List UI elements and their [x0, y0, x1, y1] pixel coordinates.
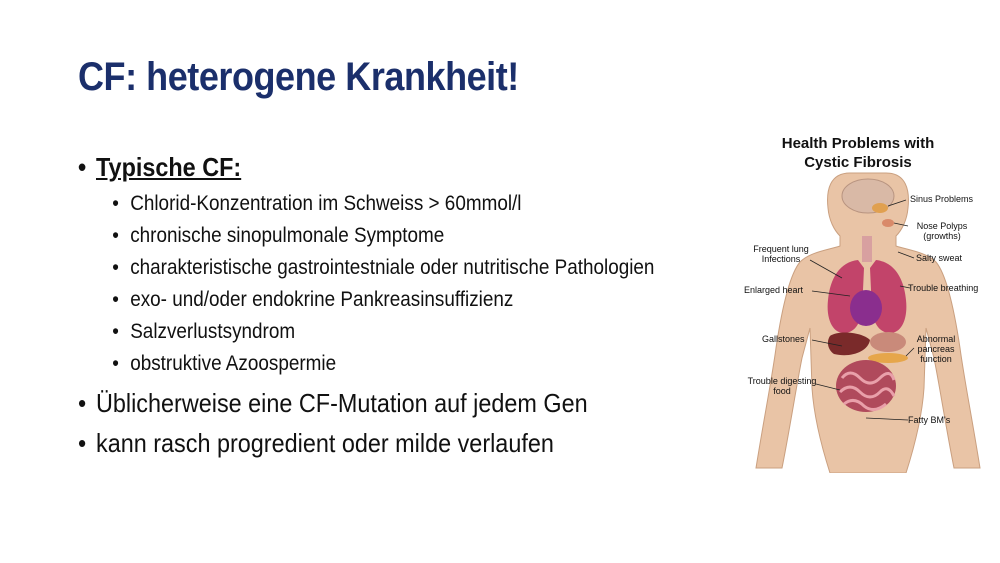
slide-title: CF: heterogene Krankheit! [78, 55, 519, 99]
sub-bullet-sinopulmonary: • chronische sinopulmonale Symptome [78, 220, 672, 252]
label-pancreas-line-1: Abnormal [916, 334, 956, 344]
label-pancreas-line-3: function [920, 354, 952, 364]
label-enlarged-heart: Enlarged heart [744, 285, 804, 295]
label-infections-line-2: Infections [761, 254, 801, 264]
label-fatty-bm: Fatty BM's [908, 415, 951, 425]
label-digest-line-1: Trouble digesting [747, 376, 817, 386]
label-salty-sweat: Salty sweat [916, 253, 963, 263]
bullet-typical-heading: • Typische CF: [78, 150, 672, 184]
nose [882, 219, 894, 227]
bullet-mutation: • Üblicherweise eine CF-Mutation auf jedem Gen [78, 386, 672, 420]
stomach [870, 332, 906, 352]
figure-title-line-1: Health Problems with [781, 135, 935, 152]
label-digest-line-2: food [773, 386, 791, 396]
label-trouble-digesting [744, 376, 820, 396]
label-pancreas [910, 334, 962, 364]
label-sinus: Sinus Problems [910, 194, 974, 204]
intestines [836, 360, 896, 412]
typical-sublist [78, 188, 672, 380]
sub-bullet-salt-loss: • Salzverlustsyndrom [78, 316, 672, 348]
label-nose-polyps [910, 221, 974, 241]
bullet-list [78, 150, 672, 460]
heart [850, 290, 882, 326]
cf-anatomy-figure [738, 128, 988, 473]
label-nose-line-2: (growths) [923, 231, 961, 241]
bullet-progression: • kann rasch progredient oder milde verlaufen [78, 426, 672, 460]
label-nose-line-1: Nose Polyps [916, 221, 968, 231]
figure-title-line-2: Cystic Fibrosis [804, 154, 912, 171]
label-lung-infections [746, 244, 816, 264]
label-pancreas-line-2: pancreas [917, 344, 955, 354]
sub-bullet-chloride: • Chlorid-Konzentration im Schweiss > 60mmol/l [78, 188, 672, 220]
label-gallstones: Gallstones [762, 334, 805, 344]
sub-bullet-pancreas: • exo- und/oder endokrine Pankreasinsuffizienz [78, 284, 672, 316]
trachea [862, 236, 872, 262]
sinus [872, 203, 888, 213]
label-trouble-breathing: Trouble breathing [908, 283, 979, 293]
anatomy-illustration [738, 128, 988, 473]
sub-bullet-azoospermia: • obstruktive Azoospermie [78, 348, 672, 380]
label-infections-line-1: Frequent lung [753, 244, 809, 254]
sub-bullet-gastrointestinal: • charakteristische gastrointestniale oder nutritische Pathologien [78, 252, 672, 284]
